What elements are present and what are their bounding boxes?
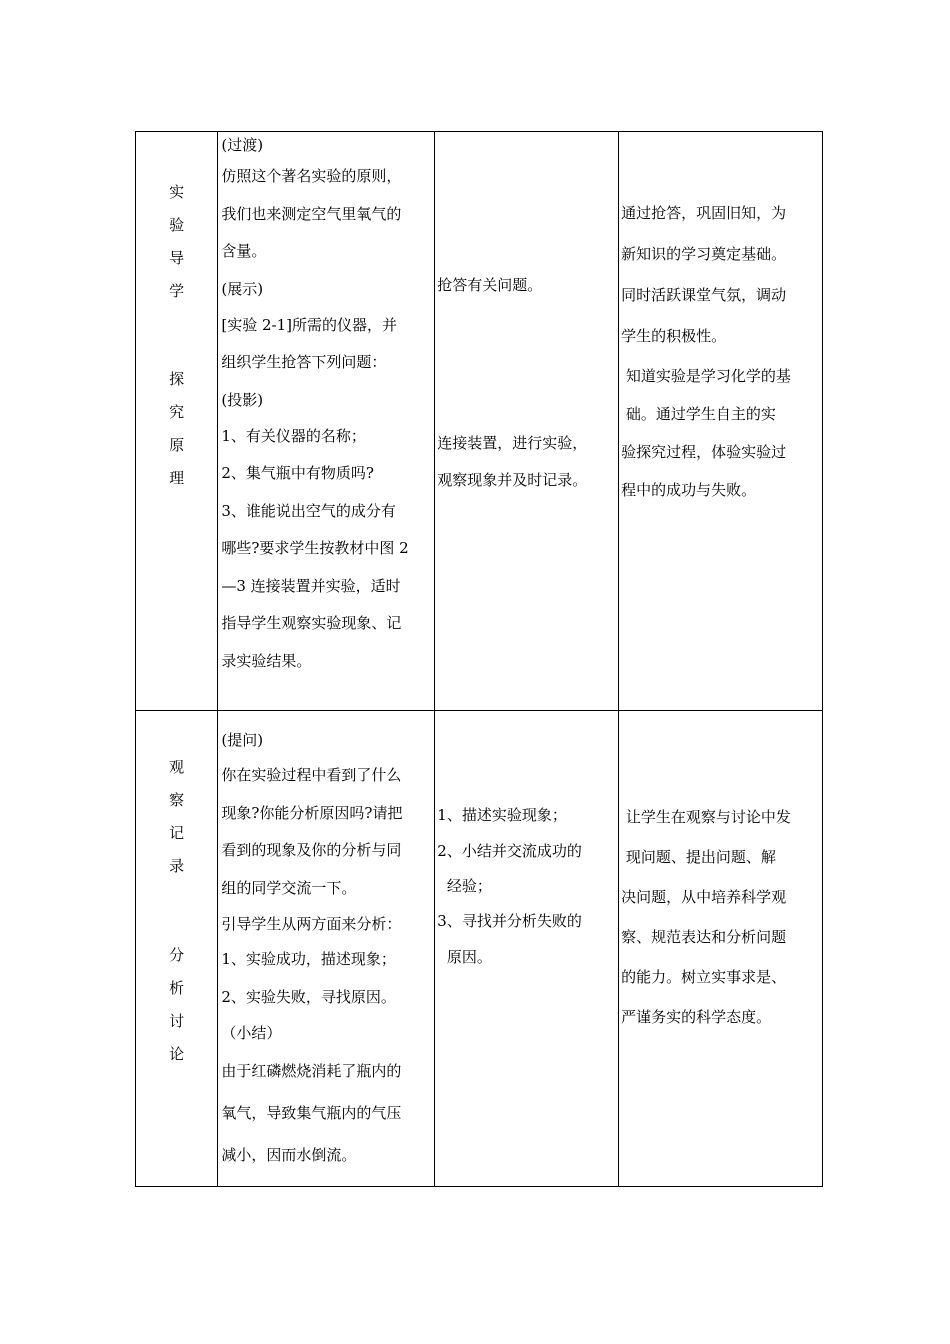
intent-line: 学生的积极性。	[621, 327, 727, 345]
student-line: 连接装置，进行实验，	[437, 433, 588, 452]
teacher-activity-cell	[218, 132, 435, 711]
intent-line: 知道实验是学习化学的基	[621, 367, 791, 385]
student-line: 观察现象并及时记录。	[437, 471, 588, 489]
stage-char: 察	[169, 791, 185, 809]
teacher-line: (过渡)	[221, 136, 264, 154]
stage-char: 理	[169, 469, 185, 487]
teacher-line: 3、谁能说出空气的成分有	[221, 501, 396, 520]
teacher-activity-cell	[218, 711, 435, 1187]
intent-line: 验探究过程，体验实验过	[621, 443, 787, 461]
lesson-plan-table	[135, 131, 823, 1187]
intent-line: 决问题，从中培养科学观	[621, 888, 787, 906]
student-line: 原因。	[437, 948, 492, 966]
design-intent-cell	[619, 132, 823, 711]
stage-char: 验	[169, 216, 185, 234]
teacher-line: 组的同学交流一下。	[221, 878, 357, 897]
teacher-line: 减小，因而水倒流。	[221, 1146, 357, 1164]
teacher-line: 氧气，导致集气瓶内的气压	[221, 1104, 402, 1122]
intent-line: 通过抢答，巩固旧知，为	[621, 204, 787, 222]
intent-line: 础。通过学生自主的实	[621, 405, 776, 423]
teacher-line: 1、实验成功，描述现象；	[221, 950, 396, 968]
stage-char: 论	[169, 1045, 185, 1063]
teacher-line: (展示)	[221, 279, 264, 298]
teacher-line: (投影)	[221, 390, 264, 409]
stage-char: 讨	[169, 1012, 185, 1030]
student-line: 经验；	[437, 877, 492, 895]
teacher-line: 你在实验过程中看到了什么	[221, 766, 402, 784]
teacher-line: 组织学生抢答下列问题：	[221, 353, 387, 371]
student-line: 1、描述实验现象；	[437, 806, 567, 824]
stage-char: 实	[169, 183, 185, 201]
intent-line: 严谨务实的科学态度。	[621, 1008, 772, 1026]
stage-char: 学	[169, 282, 185, 300]
student-activity-cell	[435, 711, 619, 1187]
intent-line: 的能力。树立实事求是、	[621, 968, 787, 986]
teacher-line: 含量。	[221, 242, 267, 260]
stage-char: 探	[169, 370, 185, 388]
intent-line: 现问题、提出问题、解	[621, 848, 776, 866]
teacher-line: [实验 2-1]所需的仪器，并	[221, 315, 397, 334]
teacher-line: 我们也来测定空气里氧气的	[221, 204, 402, 223]
stage-cell	[136, 132, 218, 711]
student-line: 2、小结并交流成功的	[437, 842, 582, 860]
table-row	[136, 711, 823, 1187]
teacher-line: 录实验结果。	[221, 651, 312, 670]
stage-char: 记	[169, 824, 185, 842]
intent-line: 同时活跃课堂气氛，调动	[621, 286, 787, 304]
teacher-line: （小结）	[221, 1024, 282, 1042]
teacher-line: 指导学生观察实验现象、记	[221, 614, 402, 632]
teacher-line: —3 连接装置并实验，适时	[221, 576, 401, 595]
student-line: 3、寻找并分析失败的	[437, 912, 582, 930]
teacher-line: 由于红磷燃烧消耗了瓶内的	[221, 1062, 402, 1080]
stage-char: 究	[169, 403, 185, 421]
teacher-line: 引导学生从两方面来分析：	[221, 915, 402, 933]
stage-char: 析	[169, 979, 185, 997]
stage-char: 原	[169, 436, 185, 454]
table-row	[136, 132, 823, 711]
teacher-line: 哪些?要求学生按教材中图 2	[221, 539, 409, 557]
teacher-line: 仿照这个著名实验的原则，	[221, 167, 402, 185]
stage-cell	[136, 711, 218, 1187]
stage-char: 导	[169, 249, 185, 267]
intent-line: 程中的成功与失败。	[621, 481, 757, 499]
teacher-line: (提问)	[221, 731, 264, 749]
intent-line: 让学生在观察与讨论中发	[621, 808, 791, 826]
stage-char: 分	[169, 946, 185, 964]
teacher-line: 看到的现象及你的分析与同	[221, 841, 402, 859]
teacher-line: 2、集气瓶中有物质吗?	[221, 464, 374, 482]
teacher-line: 1、有关仪器的名称；	[221, 426, 366, 445]
student-line: 抢答有关问题。	[437, 276, 543, 294]
intent-line: 察、规范表达和分析问题	[621, 928, 787, 946]
student-activity-cell	[435, 132, 619, 711]
teacher-line: 现象?你能分析原因吗?请把	[221, 803, 403, 822]
stage-char: 观	[169, 758, 185, 776]
design-intent-cell	[619, 711, 823, 1187]
intent-line: 新知识的学习奠定基础。	[621, 245, 787, 263]
stage-char: 录	[169, 857, 185, 875]
teacher-line: 2、实验失败，寻找原因。	[221, 987, 396, 1006]
